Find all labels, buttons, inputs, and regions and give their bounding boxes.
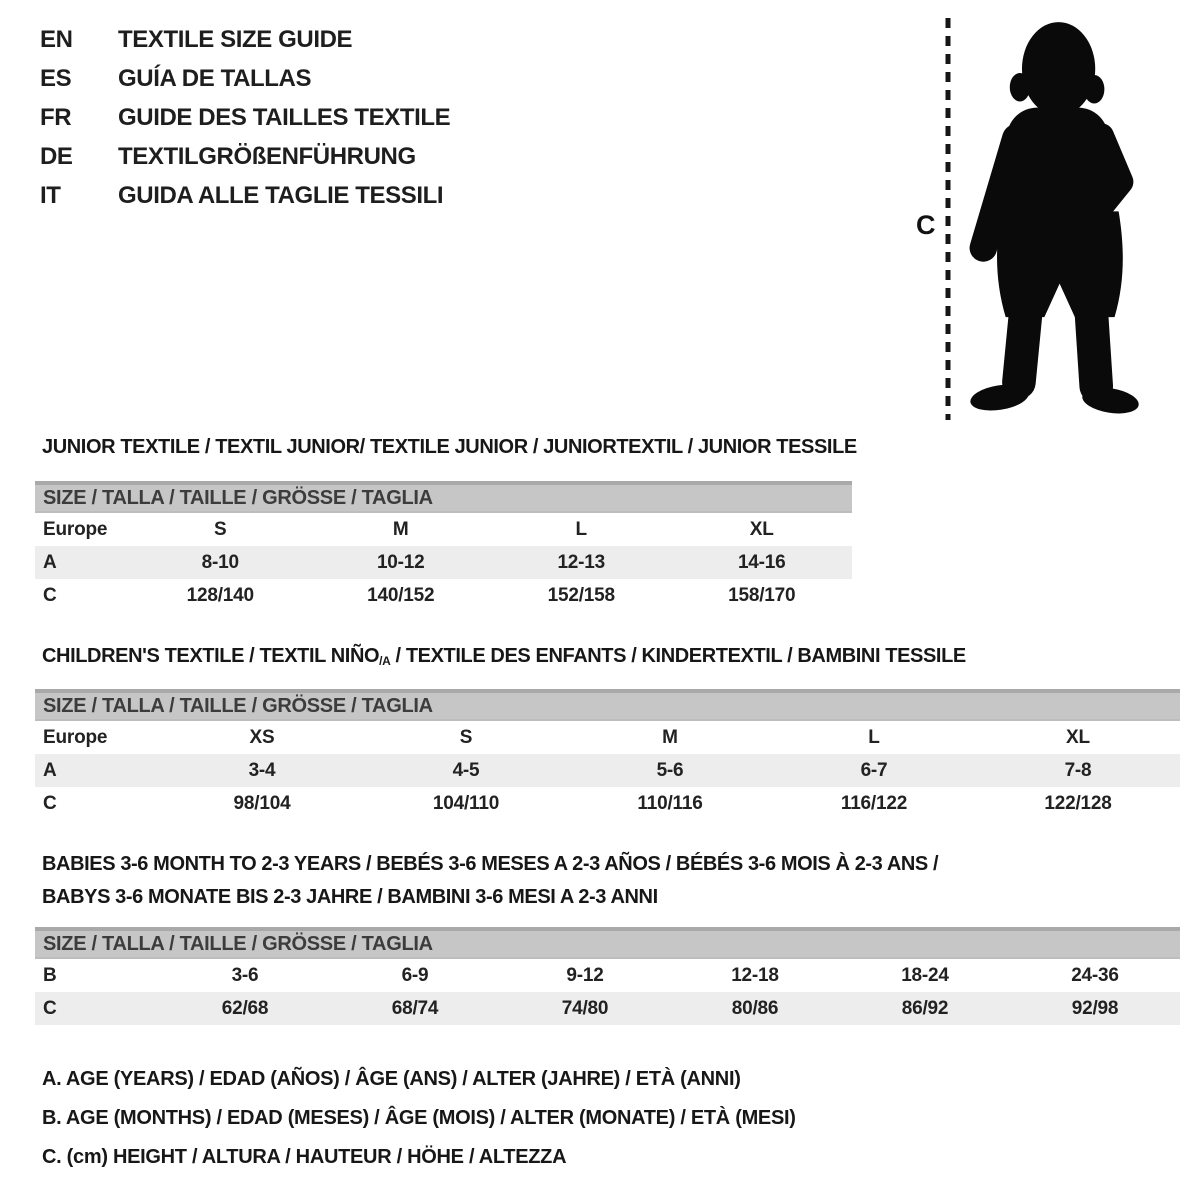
- language-code-en: EN: [40, 26, 73, 53]
- table-row: [35, 959, 1180, 992]
- table-cell: 6-9: [401, 964, 429, 986]
- babies-title-line2: BABYS 3-6 MONATE BIS 2-3 JAHRE / BAMBINI 3-6 MESI A 2-3 ANNI: [42, 886, 658, 908]
- language-header: [40, 26, 450, 210]
- table-cell: 158/170: [728, 584, 796, 606]
- table-cell: M: [392, 518, 409, 540]
- table-cell: 98/104: [233, 792, 291, 814]
- language-code-it: IT: [40, 182, 61, 209]
- table-cell: 152/158: [547, 584, 615, 606]
- junior-table-title: JUNIOR TEXTILE / TEXTIL JUNIOR/ TEXTILE JUNIOR / JUNIORTEXTIL / JUNIOR TESSILE: [42, 436, 857, 458]
- guide-title-en: TEXTILE SIZE GUIDE: [118, 26, 353, 53]
- table-cell: XL: [749, 518, 774, 540]
- language-code-de: DE: [40, 143, 73, 170]
- table-cell: 8-10: [201, 551, 239, 573]
- table-cell: 24-36: [1071, 964, 1119, 986]
- babies-title-line1: BABIES 3-6 MONTH TO 2-3 YEARS / BEBÉS 3-6 MESES A 2-3 AÑOS / BÉBÉS 3-6 MOIS À 2-3 ANS /: [42, 853, 939, 875]
- row-label: C: [43, 997, 57, 1019]
- row-label: C: [43, 584, 57, 606]
- junior-size-table: [35, 481, 852, 612]
- table-cell: S: [459, 726, 473, 748]
- row-label: A: [43, 759, 57, 781]
- table-cell: 12-13: [557, 551, 606, 573]
- guide-title-es: GUÍA DE TALLAS: [118, 65, 312, 92]
- language-code-fr: FR: [40, 104, 72, 131]
- table-cell: 92/98: [1071, 997, 1119, 1019]
- language-code-es: ES: [40, 65, 72, 92]
- children-table-title: [42, 645, 966, 668]
- children-title-post: / TEXTILE DES ENFANTS / KINDERTEXTIL / BAMBINI TESSILE: [390, 645, 966, 667]
- table-cell: S: [214, 518, 227, 540]
- table-cell: 4-5: [452, 759, 480, 781]
- table-cell: 12-18: [731, 964, 779, 986]
- table-row: [35, 546, 852, 579]
- guide-title-it: GUIDA ALLE TAGLIE TESSILI: [118, 182, 444, 209]
- table-cell: 122/128: [1044, 792, 1112, 814]
- row-label: C: [43, 792, 57, 814]
- table-cell: 104/110: [432, 792, 500, 814]
- table-cell: 9-12: [566, 964, 604, 986]
- children-size-table: [35, 689, 1180, 820]
- guide-title-fr: GUIDE DES TAILLES TEXTILE: [118, 104, 451, 131]
- toddler-silhouette-icon: [958, 16, 1148, 423]
- table-cell: 128/140: [186, 584, 254, 606]
- table-cell: XL: [1066, 726, 1090, 748]
- table-cell: 110/116: [637, 792, 703, 814]
- size-header-bar: SIZE / TALLA / TAILLE / GRÖSSE / TAGLIA: [35, 927, 1180, 959]
- height-measure-dashed-line: [944, 18, 952, 420]
- legend-height-cm: C. (cm) HEIGHT / ALTURA / HAUTEUR / HÖHE / ALTEZZA: [42, 1146, 567, 1168]
- table-row: [35, 754, 1180, 787]
- size-header-bar: SIZE / TALLA / TAILLE / GRÖSSE / TAGLIA: [35, 689, 1180, 721]
- table-row: [35, 992, 1180, 1025]
- junior-table: [35, 513, 852, 612]
- children-table: [35, 721, 1180, 820]
- table-cell: 68/74: [391, 997, 439, 1019]
- table-cell: XS: [249, 726, 275, 748]
- children-title-sub: /A: [379, 654, 391, 668]
- table-cell: 3-4: [248, 759, 276, 781]
- children-title-pre: CHILDREN'S TEXTILE / TEXTIL NIÑO: [42, 645, 380, 667]
- table-cell: 74/80: [561, 997, 609, 1019]
- table-cell: 116/122: [840, 792, 908, 814]
- table-cell: M: [662, 726, 678, 748]
- table-row: [35, 721, 1180, 754]
- table-cell: 140/152: [367, 584, 435, 606]
- table-row: [35, 787, 1180, 820]
- legend-age-months: B. AGE (MONTHS) / EDAD (MESES) / ÂGE (MOIS) / ALTER (MONATE) / ETÀ (MESI): [42, 1107, 796, 1129]
- babies-size-table: [35, 927, 1180, 1025]
- row-label: B: [43, 964, 57, 986]
- table-cell: 3-6: [231, 964, 259, 986]
- table-cell: 80/86: [731, 997, 779, 1019]
- babies-table-title: [42, 848, 938, 914]
- height-dimension-label: C: [916, 210, 936, 240]
- table-cell: L: [575, 518, 587, 540]
- height-figure: [900, 14, 1180, 426]
- row-label: Europe: [43, 726, 108, 748]
- table-cell: 10-12: [376, 551, 425, 573]
- babies-table: [35, 959, 1180, 1025]
- row-label: Europe: [43, 518, 108, 540]
- table-row: [35, 579, 852, 612]
- legend-age-years: A. AGE (YEARS) / EDAD (AÑOS) / ÂGE (ANS) / ALTER (JAHRE) / ETÀ (ANNI): [42, 1068, 741, 1090]
- table-cell: 86/92: [901, 997, 949, 1019]
- table-cell: L: [868, 726, 880, 748]
- table-row: [35, 513, 852, 546]
- row-label: A: [43, 551, 57, 573]
- table-cell: 5-6: [656, 759, 684, 781]
- guide-title-de: TEXTILGRÖßENFÜHRUNG: [118, 143, 416, 170]
- size-header-bar: SIZE / TALLA / TAILLE / GRÖSSE / TAGLIA: [35, 481, 852, 513]
- table-cell: 14-16: [737, 551, 786, 573]
- table-cell: 62/68: [221, 997, 269, 1019]
- table-cell: 6-7: [860, 759, 888, 781]
- table-cell: 18-24: [901, 964, 949, 986]
- table-cell: 7-8: [1064, 759, 1092, 781]
- dimension-legend: [42, 1068, 796, 1185]
